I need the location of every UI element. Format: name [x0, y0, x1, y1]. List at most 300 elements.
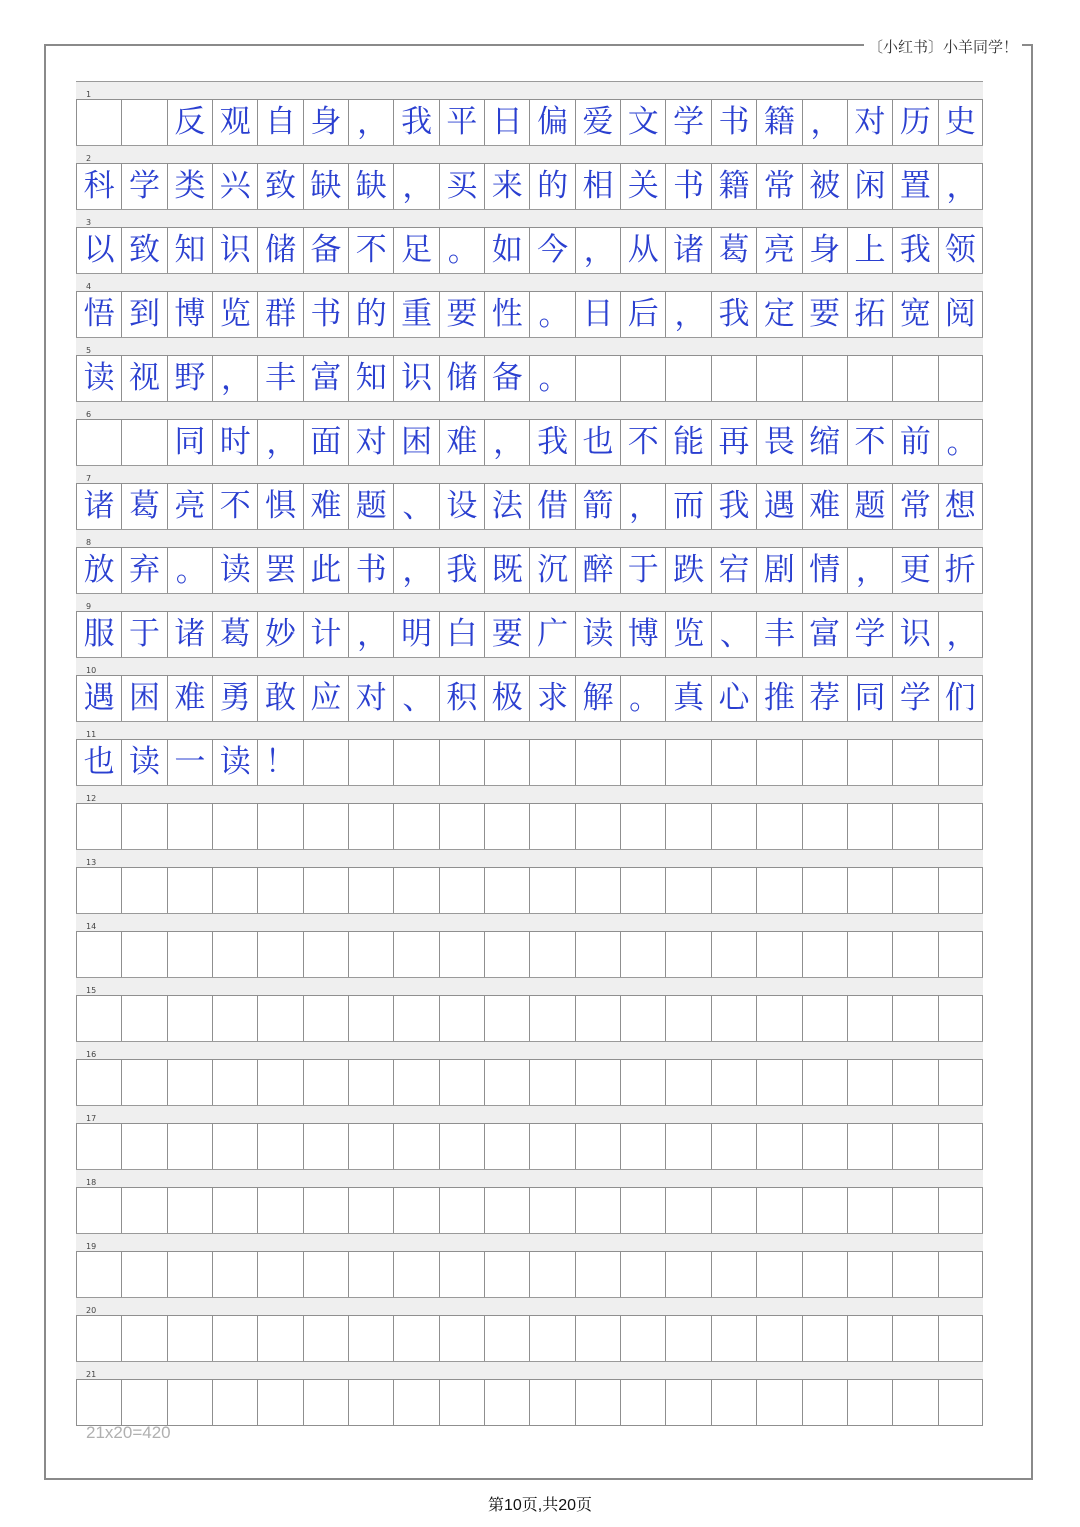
grid-cell — [212, 931, 257, 977]
grid-cell — [212, 1251, 257, 1297]
grid-cell — [711, 995, 756, 1041]
grid-cell — [665, 1251, 710, 1297]
row-number: 10 — [86, 666, 97, 675]
grid-cell — [393, 995, 438, 1041]
grid-cell — [303, 803, 348, 849]
grid-cell: 时 — [212, 419, 257, 465]
row-cells — [76, 355, 983, 401]
grid-row — [76, 1041, 983, 1105]
grid-cell: 极 — [484, 675, 529, 721]
grid-cell: 。 — [938, 419, 983, 465]
grid-cell: 真 — [665, 675, 710, 721]
grid-cell — [802, 1187, 847, 1233]
row-cells — [76, 291, 983, 337]
grid-cell — [529, 1379, 574, 1425]
grid-cell — [802, 739, 847, 785]
grid-row — [76, 81, 983, 145]
grid-cell — [847, 1187, 892, 1233]
grid-cell — [847, 1379, 892, 1425]
row-separator-band — [76, 785, 983, 803]
grid-cell — [756, 867, 801, 913]
grid-cell — [529, 1315, 574, 1361]
row-cells — [76, 547, 983, 593]
row-number: 18 — [86, 1178, 97, 1187]
grid-cell: 以 — [76, 227, 121, 273]
grid-cell: 诸 — [665, 227, 710, 273]
grid-cell — [892, 995, 937, 1041]
grid-cell: 缩 — [802, 419, 847, 465]
grid-cell — [121, 931, 166, 977]
grid-cell — [847, 1251, 892, 1297]
row-cells — [76, 739, 983, 785]
row-cells — [76, 163, 983, 209]
grid-cell — [802, 1059, 847, 1105]
row-separator-band — [76, 593, 983, 611]
grid-cell: 不 — [620, 419, 665, 465]
grid-cell — [756, 931, 801, 977]
grid-cell: 重 — [393, 291, 438, 337]
grid-cell: ！ — [257, 739, 302, 785]
grid-cell: 读 — [212, 739, 257, 785]
grid-cell — [620, 739, 665, 785]
grid-cell — [529, 739, 574, 785]
grid-cell: 读 — [575, 611, 620, 657]
grid-row — [76, 465, 983, 529]
grid-cell: 历 — [892, 99, 937, 145]
grid-cell: 致 — [257, 163, 302, 209]
row-number: 3 — [86, 218, 92, 227]
grid-cell — [938, 1315, 983, 1361]
grid-cell: 领 — [938, 227, 983, 273]
grid-cell — [303, 1379, 348, 1425]
grid-cell — [892, 803, 937, 849]
grid-cell — [529, 1187, 574, 1233]
grid-cell — [620, 1251, 665, 1297]
grid-cell — [892, 739, 937, 785]
grid-cell — [393, 1187, 438, 1233]
row-cells — [76, 1187, 983, 1233]
grid-cell: 我 — [529, 419, 574, 465]
grid-cell — [802, 355, 847, 401]
grid-cell: 兴 — [212, 163, 257, 209]
row-separator-band — [76, 209, 983, 227]
grid-cell — [665, 739, 710, 785]
grid-cell — [393, 1123, 438, 1169]
grid-cell — [212, 867, 257, 913]
grid-cell — [529, 1123, 574, 1169]
grid-cell — [76, 1379, 121, 1425]
grid-cell — [76, 419, 121, 465]
grid-cell — [665, 1315, 710, 1361]
grid-cell — [393, 1315, 438, 1361]
grid-cell: 从 — [620, 227, 665, 273]
grid-cell: 博 — [167, 291, 212, 337]
grid-cell — [575, 1059, 620, 1105]
grid-cell — [257, 1251, 302, 1297]
grid-cell: 书 — [348, 547, 393, 593]
grid-cell — [529, 1251, 574, 1297]
grid-cell — [303, 739, 348, 785]
grid-cell — [938, 995, 983, 1041]
grid-cell — [303, 867, 348, 913]
grid-row — [76, 401, 983, 465]
grid-cell — [575, 1315, 620, 1361]
grid-cell — [847, 1059, 892, 1105]
grid-cell: ， — [212, 355, 257, 401]
row-separator-band — [76, 1105, 983, 1123]
grid-cell — [892, 1379, 937, 1425]
grid-cell — [756, 1379, 801, 1425]
grid-cell: 白 — [439, 611, 484, 657]
grid-cell: 偏 — [529, 99, 574, 145]
row-cells — [76, 227, 983, 273]
grid-cell — [847, 1315, 892, 1361]
row-separator-band — [76, 1233, 983, 1251]
grid-cell — [756, 739, 801, 785]
grid-cell — [711, 1123, 756, 1169]
row-cells — [76, 1251, 983, 1297]
grid-cell: 类 — [167, 163, 212, 209]
grid-cell: 要 — [484, 611, 529, 657]
grid-cell — [393, 1251, 438, 1297]
grid-cell: 览 — [665, 611, 710, 657]
grid-cell — [257, 1379, 302, 1425]
grid-cell: 群 — [257, 291, 302, 337]
grid-cell: 今 — [529, 227, 574, 273]
row-number: 13 — [86, 858, 97, 867]
grid-cell: 。 — [529, 355, 574, 401]
grid-cell — [257, 1187, 302, 1233]
row-separator-band — [76, 401, 983, 419]
grid-cell — [756, 1315, 801, 1361]
row-separator-band — [76, 273, 983, 291]
grid-cell — [121, 867, 166, 913]
grid-cell: 来 — [484, 163, 529, 209]
grid-cell: 畏 — [756, 419, 801, 465]
grid-count-label: 21x20=420 — [86, 1423, 171, 1442]
grid-cell — [121, 1251, 166, 1297]
grid-cell — [167, 1315, 212, 1361]
grid-cell: 置 — [892, 163, 937, 209]
grid-cell: 平 — [439, 99, 484, 145]
grid-cell — [620, 355, 665, 401]
grid-cell: 、 — [393, 483, 438, 529]
grid-cell: 阅 — [938, 291, 983, 337]
grid-cell: 借 — [529, 483, 574, 529]
grid-cell — [76, 803, 121, 849]
grid-cell: 后 — [620, 291, 665, 337]
grid-cell: 上 — [847, 227, 892, 273]
grid-cell — [76, 1187, 121, 1233]
row-number: 16 — [86, 1050, 97, 1059]
grid-cell — [892, 355, 937, 401]
grid-cell: 文 — [620, 99, 665, 145]
grid-cell: 识 — [892, 611, 937, 657]
grid-cell — [665, 995, 710, 1041]
row-separator-band — [76, 1361, 983, 1379]
grid-cell: 服 — [76, 611, 121, 657]
grid-cell: 一 — [167, 739, 212, 785]
grid-row — [76, 1105, 983, 1169]
grid-cell: 弃 — [121, 547, 166, 593]
grid-cell — [393, 1379, 438, 1425]
grid-cell — [257, 1315, 302, 1361]
grid-cell — [484, 1059, 529, 1105]
grid-cell: 诸 — [76, 483, 121, 529]
grid-cell: 拓 — [847, 291, 892, 337]
grid-cell: 身 — [802, 227, 847, 273]
grid-cell: 读 — [212, 547, 257, 593]
grid-cell — [484, 931, 529, 977]
grid-cell — [348, 867, 393, 913]
grid-cell — [711, 1379, 756, 1425]
grid-cell — [303, 1123, 348, 1169]
grid-cell: 缺 — [348, 163, 393, 209]
grid-cell: 解 — [575, 675, 620, 721]
grid-cell: 我 — [711, 291, 756, 337]
grid-cell — [575, 867, 620, 913]
row-cells — [76, 99, 983, 145]
grid-cell — [711, 1187, 756, 1233]
grid-cell — [847, 355, 892, 401]
grid-cell — [348, 1251, 393, 1297]
grid-cell: 学 — [665, 99, 710, 145]
grid-cell — [711, 739, 756, 785]
row-cells — [76, 1379, 983, 1425]
row-cells — [76, 803, 983, 849]
grid-cell — [348, 1187, 393, 1233]
grid-cell: 。 — [439, 227, 484, 273]
grid-cell — [938, 1251, 983, 1297]
grid-cell: 宽 — [892, 291, 937, 337]
grid-row — [76, 1233, 983, 1297]
grid-cell — [121, 419, 166, 465]
grid-cell: 闲 — [847, 163, 892, 209]
grid-cell — [892, 1059, 937, 1105]
row-number: 9 — [86, 602, 92, 611]
grid-cell: 不 — [348, 227, 393, 273]
row-number: 19 — [86, 1242, 97, 1251]
grid-cell: ， — [575, 227, 620, 273]
grid-cell — [484, 1187, 529, 1233]
row-number: 6 — [86, 410, 92, 419]
grid-cell — [167, 1059, 212, 1105]
grid-cell: 再 — [711, 419, 756, 465]
row-number: 17 — [86, 1114, 97, 1123]
grid-cell — [76, 99, 121, 145]
page-number-footer: 第10页,共20页 — [487, 1497, 593, 1514]
grid-cell — [76, 931, 121, 977]
grid-row — [76, 977, 983, 1041]
grid-cell: ， — [847, 547, 892, 593]
grid-cell: 惧 — [257, 483, 302, 529]
grid-cell — [575, 1379, 620, 1425]
grid-cell — [121, 995, 166, 1041]
grid-cell — [439, 1379, 484, 1425]
row-separator-band — [76, 849, 983, 867]
grid-cell — [892, 1187, 937, 1233]
grid-cell: 我 — [393, 99, 438, 145]
grid-cell — [439, 803, 484, 849]
grid-cell: 遇 — [756, 483, 801, 529]
grid-cell: 箭 — [575, 483, 620, 529]
row-separator-band — [76, 977, 983, 995]
grid-cell: 被 — [802, 163, 847, 209]
grid-cell: 悟 — [76, 291, 121, 337]
grid-cell: 们 — [938, 675, 983, 721]
grid-cell — [665, 867, 710, 913]
grid-cell — [529, 803, 574, 849]
row-separator-band — [76, 1169, 983, 1187]
row-cells — [76, 867, 983, 913]
grid-cell: 知 — [348, 355, 393, 401]
row-cells — [76, 931, 983, 977]
grid-cell — [802, 995, 847, 1041]
grid-cell — [393, 867, 438, 913]
grid-cell — [439, 867, 484, 913]
grid-cell — [620, 1187, 665, 1233]
grid-cell: 同 — [167, 419, 212, 465]
grid-cell — [620, 995, 665, 1041]
grid-cell — [348, 739, 393, 785]
grid-cell: 更 — [892, 547, 937, 593]
grid-cell: 跌 — [665, 547, 710, 593]
grid-cell — [167, 1379, 212, 1425]
grid-cell — [711, 1315, 756, 1361]
grid-cell — [76, 1315, 121, 1361]
grid-cell — [257, 1123, 302, 1169]
grid-cell — [711, 803, 756, 849]
grid-cell — [665, 1187, 710, 1233]
grid-cell: 妙 — [257, 611, 302, 657]
grid-row — [76, 529, 983, 593]
row-separator-band — [76, 1297, 983, 1315]
grid-cell: 困 — [121, 675, 166, 721]
grid-cell: 到 — [121, 291, 166, 337]
grid-cell — [847, 1123, 892, 1169]
grid-cell: 自 — [257, 99, 302, 145]
grid-row — [76, 849, 983, 913]
grid-cell — [938, 867, 983, 913]
grid-cell — [847, 995, 892, 1041]
grid-cell — [212, 1123, 257, 1169]
grid-cell: ， — [938, 163, 983, 209]
grid-cell — [393, 803, 438, 849]
grid-cell — [393, 739, 438, 785]
grid-bottom-line — [76, 1425, 983, 1426]
grid-cell: 诸 — [167, 611, 212, 657]
grid-cell: 应 — [303, 675, 348, 721]
grid-cell — [802, 867, 847, 913]
grid-cell — [484, 995, 529, 1041]
row-separator-band — [76, 145, 983, 163]
grid-cell: 荐 — [802, 675, 847, 721]
grid-cell — [847, 931, 892, 977]
grid-cell — [167, 931, 212, 977]
grid-cell: 知 — [167, 227, 212, 273]
grid-cell: 推 — [756, 675, 801, 721]
row-cells — [76, 1315, 983, 1361]
grid-cell — [802, 1315, 847, 1361]
row-number: 7 — [86, 474, 92, 483]
row-number: 5 — [86, 346, 92, 355]
grid-cell — [303, 1251, 348, 1297]
grid-cell: ， — [348, 611, 393, 657]
grid-cell — [665, 1123, 710, 1169]
grid-cell: 致 — [121, 227, 166, 273]
grid-cell: 对 — [348, 675, 393, 721]
grid-cell: 储 — [439, 355, 484, 401]
row-number: 1 — [86, 90, 92, 99]
grid-cell — [121, 99, 166, 145]
grid-cell: 视 — [121, 355, 166, 401]
grid-row — [76, 721, 983, 785]
grid-cell — [121, 1379, 166, 1425]
grid-cell: 相 — [575, 163, 620, 209]
grid-cell — [439, 1251, 484, 1297]
grid-cell — [665, 1379, 710, 1425]
grid-cell: 足 — [393, 227, 438, 273]
row-cells — [76, 483, 983, 529]
grid-cell: 于 — [620, 547, 665, 593]
grid-cell: 亮 — [167, 483, 212, 529]
grid-cell — [167, 867, 212, 913]
grid-cell: 常 — [756, 163, 801, 209]
grid-cell — [756, 1059, 801, 1105]
grid-cell — [484, 867, 529, 913]
row-number: 14 — [86, 922, 97, 931]
grid-cell: 买 — [439, 163, 484, 209]
grid-cell — [938, 1059, 983, 1105]
grid-cell — [303, 1315, 348, 1361]
grid-cell: 缺 — [303, 163, 348, 209]
grid-cell — [938, 803, 983, 849]
grid-cell — [529, 931, 574, 977]
row-number: 15 — [86, 986, 97, 995]
grid-cell: 葛 — [121, 483, 166, 529]
grid-cell: 也 — [575, 419, 620, 465]
grid-cell: 备 — [303, 227, 348, 273]
grid-cell — [348, 931, 393, 977]
grid-row — [76, 785, 983, 849]
grid-cell — [756, 1123, 801, 1169]
grid-cell: 籍 — [756, 99, 801, 145]
grid-cell: 丰 — [756, 611, 801, 657]
row-separator-band — [76, 721, 983, 739]
grid-cell — [620, 1059, 665, 1105]
grid-cell — [711, 1251, 756, 1297]
grid-row — [76, 337, 983, 401]
grid-cell: 我 — [711, 483, 756, 529]
grid-cell — [484, 803, 529, 849]
grid-cell — [575, 739, 620, 785]
grid-cell — [348, 995, 393, 1041]
grid-cell: 观 — [212, 99, 257, 145]
grid-cell — [575, 931, 620, 977]
grid-cell — [76, 995, 121, 1041]
row-number: 21 — [86, 1370, 97, 1379]
grid-cell: 计 — [303, 611, 348, 657]
grid-cell: 识 — [393, 355, 438, 401]
grid-cell: 此 — [303, 547, 348, 593]
grid-cell: 反 — [167, 99, 212, 145]
grid-cell — [938, 355, 983, 401]
grid-cell — [892, 1315, 937, 1361]
grid-cell: 葛 — [711, 227, 756, 273]
grid-cell — [847, 803, 892, 849]
row-number: 4 — [86, 282, 92, 291]
grid-cell: ， — [620, 483, 665, 529]
